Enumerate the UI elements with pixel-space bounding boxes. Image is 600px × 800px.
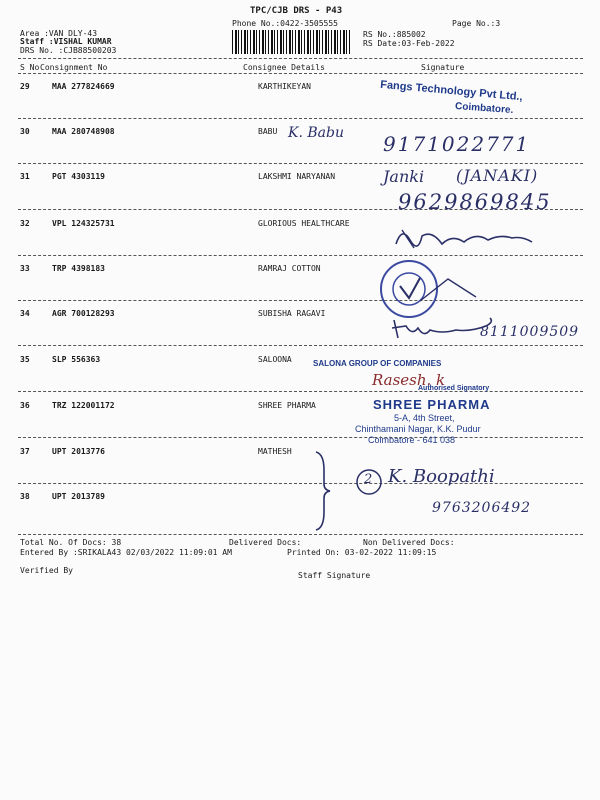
row-divider — [18, 255, 583, 256]
delivered-docs: Delivered Docs: — [229, 538, 302, 547]
mathesh-phone: 9763206492 — [432, 500, 532, 516]
row-sno: 31 — [20, 172, 30, 181]
babu-phone: 9171022771 — [383, 132, 531, 156]
babu-signature: K. Babu — [288, 125, 344, 141]
row-consignment: MAA 277824669 — [52, 82, 115, 91]
row-consignment: TRP 4398183 — [52, 264, 105, 273]
area-label: Area :VAN DLY-43 — [20, 29, 98, 38]
row-divider — [18, 437, 583, 438]
row-divider — [18, 391, 583, 392]
row-consignee: SALOONA — [258, 355, 292, 364]
row-consignment: UPT 2013776 — [52, 447, 105, 456]
shree-stamp-address1: 5-A, 4th Street, — [394, 413, 455, 423]
row-sno: 33 — [20, 264, 30, 273]
printed-on: Printed On: 03-02-2022 11:09:15 — [287, 548, 437, 557]
row-consignee: LAKSHMI NARYANAN — [258, 172, 336, 181]
shree-stamp-address3: Coimbatore - 641 038 — [368, 435, 456, 445]
row-divider — [18, 118, 583, 119]
row-sno: 38 — [20, 492, 30, 501]
row-consignee: KARTHIKEYAN — [258, 82, 311, 91]
row-consignee: SUBISHA RAGAVI — [258, 309, 326, 318]
row-sno: 32 — [20, 219, 30, 228]
total-docs: Total No. Of Docs: 38 — [20, 538, 122, 547]
ramraj-signature-stroke — [418, 275, 478, 305]
row-sno: 37 — [20, 447, 30, 456]
rs-number: RS No.:885002 — [363, 30, 426, 39]
mathesh-signature: K. Boopathi — [388, 466, 495, 487]
col-sno: S No — [20, 63, 40, 72]
row-divider — [18, 300, 583, 301]
fangs-stamp-line2: Coimbatore. — [454, 100, 514, 117]
col-consignee: Consignee Details — [243, 63, 325, 72]
glorious-signature — [392, 222, 542, 252]
mathesh-circle-number: 2 — [364, 472, 373, 487]
row-consignment: UPT 2013789 — [52, 492, 105, 501]
row-sno: 34 — [20, 309, 30, 318]
fangs-stamp-line1: Fangs Technology Pvt Ltd., — [379, 78, 524, 104]
row-divider — [18, 483, 583, 484]
document-title: TPC/CJB DRS - P43 — [250, 6, 343, 16]
staff-signature: Staff Signature — [298, 571, 371, 580]
janaki-name: (JANAKI) — [456, 166, 539, 185]
row-consignee: GLORIOUS HEALTHCARE — [258, 219, 350, 228]
header-divider-bottom — [18, 73, 583, 74]
row-consignment: VPL 124325731 — [52, 219, 115, 228]
salona-signatory: Authorised Signatory — [418, 385, 490, 392]
row-sno: 36 — [20, 401, 30, 410]
row-consignment: TRZ 122001172 — [52, 401, 115, 410]
mathesh-brace — [312, 450, 332, 532]
phone-number: Phone No.:0422-3505555 — [232, 19, 338, 28]
salona-signature: Rasesh. k — [372, 371, 446, 389]
row-consignee: SHREE PHARMA — [258, 401, 316, 410]
rs-date: RS Date:03-Feb-2022 — [363, 39, 455, 48]
row-divider — [18, 345, 583, 346]
table-divider-bottom — [18, 534, 583, 535]
drs-number: DRS No. :CJB88500203 — [20, 46, 117, 55]
col-signature: Signature — [421, 63, 465, 72]
page-number: Page No.:3 — [452, 19, 501, 28]
row-sno: 30 — [20, 127, 30, 136]
staff-label: Staff :VISHAL KUMAR — [20, 37, 112, 46]
row-sno: 35 — [20, 355, 30, 364]
verified-by: Verified By — [20, 566, 73, 575]
janaki-phone: 9629869845 — [398, 190, 552, 214]
row-consignee: BABU — [258, 127, 278, 136]
row-sno: 29 — [20, 82, 30, 91]
row-consignee: MATHESH — [258, 447, 292, 456]
barcode — [232, 30, 352, 54]
shree-stamp-title: SHREE PHARMA — [373, 397, 491, 412]
entered-by: Entered By :SRIKALA43 02/03/2022 11:09:01 AM — [20, 548, 232, 557]
row-consignment: AGR 700128293 — [52, 309, 115, 318]
col-consignment: Consignment No — [40, 63, 108, 72]
non-delivered-docs: Non Delivered Docs: — [363, 538, 455, 547]
subisha-phone: 8111009509 — [480, 324, 580, 340]
salona-stamp: SALONA GROUP OF COMPANIES — [313, 359, 442, 368]
shree-stamp-address2: Chinthamani Nagar, K.K. Pudur — [355, 424, 481, 434]
row-consignment: PGT 4303119 — [52, 172, 105, 181]
row-consignment: SLP 556363 — [52, 355, 101, 364]
janaki-signature: Janki — [383, 167, 425, 186]
row-consignee: RAMRAJ COTTON — [258, 264, 321, 273]
row-consignment: MAA 280748908 — [52, 127, 115, 136]
header-divider-top — [18, 58, 583, 59]
row-divider — [18, 163, 583, 164]
